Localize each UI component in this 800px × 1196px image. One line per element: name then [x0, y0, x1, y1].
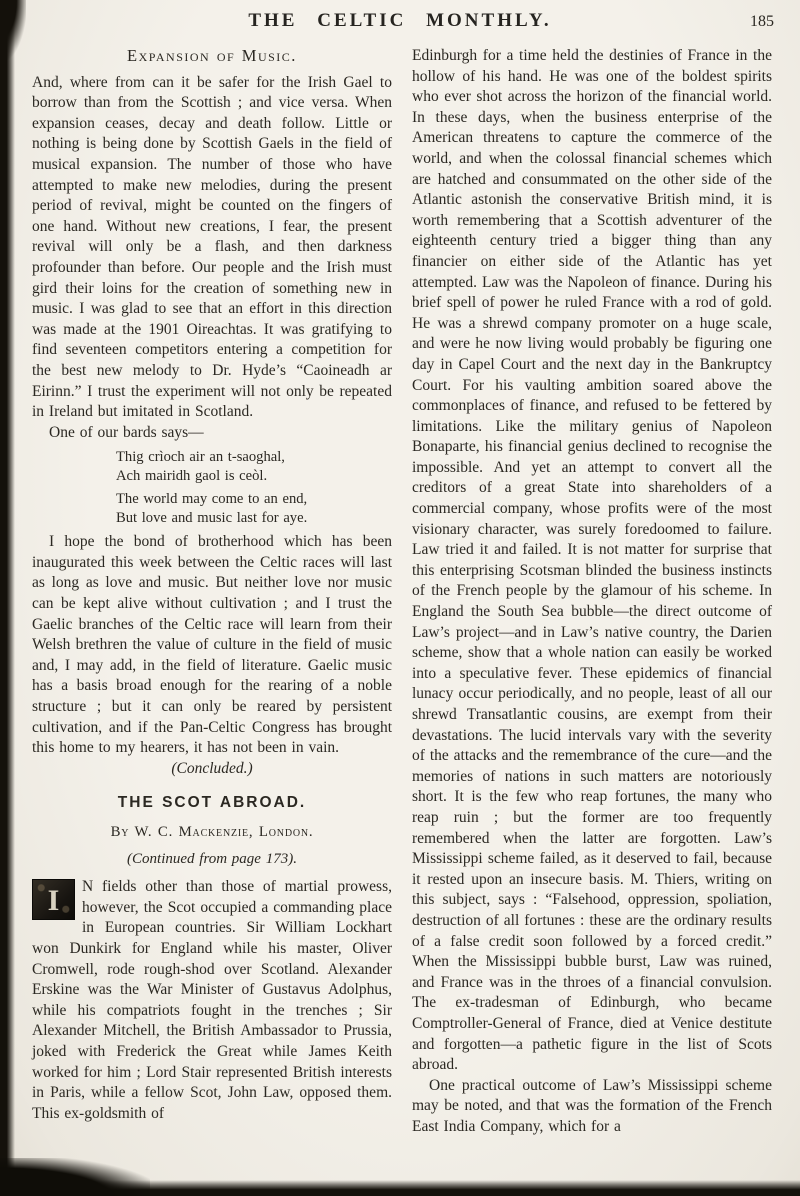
verse-line: The world may come to an end,	[116, 491, 308, 508]
article-heading-scot-abroad: THE SCOT ABROAD.	[117, 794, 307, 812]
page-number: 185	[750, 13, 774, 30]
page-header	[0, 10, 800, 40]
byline: By W. C. Mackenzie, London.	[110, 824, 314, 840]
right-paragraph-2: One practical outcome of Law’s Mississippi scheme may be noted, and that was the formation of the French East India Company, which for a	[412, 1076, 772, 1135]
journal-title: THE CELTIC MONTHLY.	[248, 10, 552, 31]
english-verse	[116, 490, 392, 527]
bards-intro: One of our bards says—	[49, 423, 204, 441]
scan-edge-left	[0, 0, 15, 1196]
left-column	[32, 46, 392, 1137]
verse-line: Thig crìoch air an t-saoghal,	[116, 449, 285, 466]
right-paragraph-1: Edinburgh for a time held the destinies of France in the hollow of his hand. He was one of the boldest spirits who ever shot across the horizon of the financial world. In these days, when the business enterprise of the American threatens to capture the commerce of the world, and when the colossal financial schemes which are hatched and consummated on the other side of the Atlantic astonish the conservative British mind, it is worth remembering that a Scottish adventurer of the eighteenth century tried a bigger thing than any financier on either side of the Atlantic has yet attempted. Law was the Napoleon of finance. During his brief spell of power he ruled France with a rod of gold. He was a shrewd company promoter on a huge scale, and were he now living would probably be figuring one day in Capel Court and the next day in the Bankruptcy Court. For his vaulting ambition soared above the commonplaces of finance, and refused to be fettered by limitations. Like the military genius of Napoleon Bonaparte, his financial genius declined to recognise the impossible. And yet an attempt to convert all the creditors of a great State into shareholders of a commercial company, whose profits were of the most visionary character, was surely foredoomed to failure. Law tried it and failed. It is not matter for surprise that this enterprising Scotsman blinded the business instincts of the French people by the glamour of his scheme. In England the South Sea bubble—the direct outcome of Law’s project—and in Law’s native country, the Darien scheme, show that a whole nation can easily be worked into a speculative fever. These epidemics of financial lunacy occur periodically, and no people, least of all our shrewd Transatlantic cousins, are exempt from their devastations. The lucid intervals vary with the severity of the attacks and the remembrance of the cure—and the memories of nations in such matters are notoriously short. It is the few who reap fortunes, the many who reap ruin ; but the former are too frequently remembered when the latter are forgotten. Law’s Mississippi scheme failed, as it deserved to fail, because it rested upon an insecure basis. M. Thiers, writing on this subject, says : “Falsehood, oppression, spoliation, destruction of all fortunes : these are the ordinary results of a false credit soon followed by a forced credit.” When the Mississippi bubble burst, Law was ruined, and France was in the throes of a financial convulsion. The ex-tradesman of Edinburgh, who became Comptroller-General of France, died at Venice destitute and forgotten—a pathetic figure in the list of Scots abroad.	[412, 47, 772, 1074]
expansion-paragraph-1: And, where from can it be safer for the Irish Gael to borrow than from the Scottish ; and vice versa. When expansion ceases, decay and death follow. Little or nothing is being done by Scottish Gaels in the field of musical expansion. The number of those who have attempted to make new melodies, during the present period of revival, might be counted on the fingers of one hand. Without new creations, I fear, the present revival will only be a flash, and then darkness profounder than before. Our people and the Irish must gird their loins for the creation of something new in music. I was glad to see that an effort in this direction was made at the 1901 Oireachtas. It was gratifying to find seventeen competitors entering a competition for the best new melody to Dr. Hyde’s “Caoineadh ar Eirinn.” I trust the experiment will not only be repeated in Ireland but imitated in Scotland.	[32, 73, 392, 421]
text-columns	[32, 46, 772, 1137]
scan-corner-top	[0, 0, 26, 60]
concluded-note: (Concluded.)	[171, 759, 253, 777]
scot-abroad-paragraph-1-text: N fields other than those of martial prowess, however, the Scot occupied a commanding place in European countries. Sir William Lockhart won Dunkirk for England while his master, Oliver Cromwell, rode rough-shod over Scotland. Alexander Erskine was the War Minister of Gustavus Adolphus, while his compatriots fought in the trenches ; Sir Alexander Mitchell, the British Ambassador to Prussia, joked with Frederick the Great while James Keith worked for him ; Lord Stair represented British interests in Paris, while a fellow Scot, John Law, opposed them. This ex-goldsmith of	[32, 878, 392, 1122]
expansion-paragraph-2: I hope the bond of brotherhood which has been inaugurated this week between the Celtic races will last as long as love and music. But neither love nor music can be kept alive without cultivation ; and I trust the Gaelic branches of the Celtic race will learn from their Welsh brethren the value of culture in the field of music and, I may add, in the field of literature. Gaelic music has a basis broad enough for the rearing of a noble structure ; but it can only be reared by persistent cultivation, and if the Pan-Celtic Congress has brought this home to my hearers, it has not been in vain.	[32, 533, 392, 757]
scan-corner-blob	[0, 1158, 150, 1196]
verse-line: Ach mairidh gaol is ceòl.	[116, 467, 268, 484]
section-heading-expansion-of-music: Expansion of Music.	[127, 46, 297, 65]
right-column	[412, 46, 772, 1137]
scot-abroad-paragraph-1	[32, 877, 392, 1124]
verse-line: But love and music last for aye.	[116, 509, 308, 526]
continuation-note: (Continued from page 173).	[127, 850, 297, 867]
gaelic-verse	[116, 448, 392, 485]
ornamental-initial-icon: I	[32, 879, 75, 920]
